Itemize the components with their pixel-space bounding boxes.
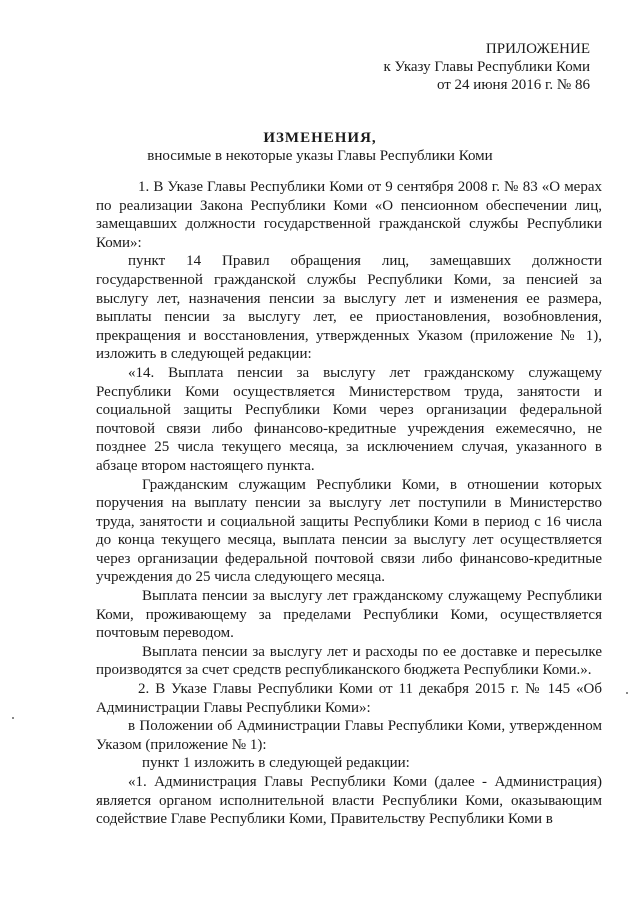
appendix-header [383, 40, 590, 94]
paragraph-quote-14: «14. Выплата пенсии за выслугу лет гражданскому служащему Республики Коми осуществляется Министерством труда, занятости и социальной защиты Республики Коми через организации федеральной почтовой связи либо финансово-кредитные учреждения ежемесячно, не позднее 25 числа текущего месяца, за исключением случая, указанного в абзаце втором настоящего пункта. [96, 364, 602, 474]
paragraph-point-14: пункт 14 Правил обращения лиц, замещавших должности государственной гражданской службы Республики Коми, за пенсией за выслугу лет, назначения пенсии за выслугу лет и изменения ее размера, выплаты пенсии за выслугу лет, ее приостановления, возобновления, прекращения и восстановления, утвержденных Указом (приложение № 1), изложить в следующей редакции: [96, 253, 602, 363]
paragraph-civil-servants: Гражданским служащим Республики Коми, в отношении которых поручения на выплату пенсии за выслугу лет поступили в Министерство труда, занятости и социальной защиты Республики Коми в период с 16 числа до конца текущего месяца, выплата пенсии за выслугу лет осуществляется через организации федеральной почтовой связи либо финансово-кредитные учреждения до 25 числа следующего месяца. [96, 476, 602, 586]
paragraph-postal-transfer: Выплата пенсии за выслугу лет гражданскому служащему Республики Коми, проживающему за пределами Республики Коми, осуществляется почтовым переводом. [96, 588, 602, 642]
appendix-decree-date: от 24 июня 2016 г. № 86 [436, 77, 590, 93]
document-title: ИЗМЕНЕНИЯ, [263, 130, 377, 146]
appendix-label: ПРИЛОЖЕНИЕ [485, 41, 590, 57]
paragraph-point-1: пункт 1 изложить в следующей редакции: [142, 755, 410, 772]
document-body [96, 178, 602, 829]
document-subtitle: вносимые в некоторые указы Главы Республики Коми [147, 148, 493, 164]
paragraph-item-1: 1. В Указе Главы Республики Коми от 9 сентября 2008 г. № 83 «О мерах по реализации Закона Республики Коми «О пенсионном обеспечении лиц, замещавших должности государственной гражданской службы Республики Коми»: [96, 179, 602, 251]
paragraph-item-2: 2. В Указе Главы Республики Коми от 11 декабря 2015 г. № 145 «Об Администрации Главы Республики Коми»: [96, 681, 602, 716]
paragraph-regulation: в Положении об Администрации Главы Республики Коми, утвержденном Указом (приложение № 1): [96, 718, 602, 753]
scan-speck [12, 717, 14, 719]
paragraph-budget: Выплата пенсии за выслугу лет и расходы по ее доставке и пересылке производятся за счет средств республиканского бюджета Республики Коми.». [96, 643, 602, 679]
paragraph-quote-1: «1. Администрация Главы Республики Коми (далее - Администрация) является органом исполнительной власти Республики Коми, оказывающим содействие Главе Республики Коми, Правительству Республики Коми в [96, 774, 602, 828]
appendix-decree-ref: к Указу Главы Республики Коми [383, 59, 590, 75]
scan-speck [626, 692, 628, 694]
